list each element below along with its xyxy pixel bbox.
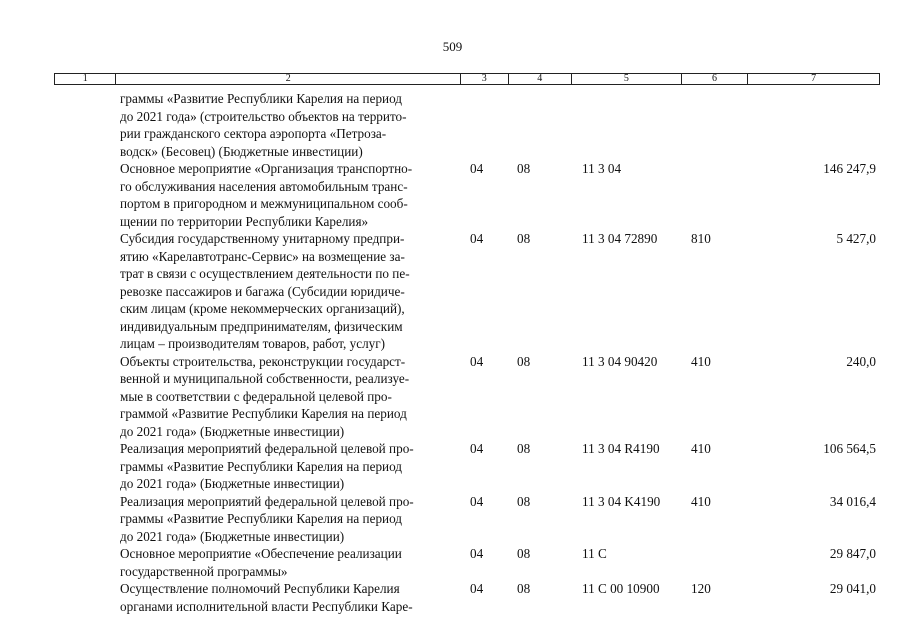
amount: 106 564,5 xyxy=(823,441,876,456)
amount: 29 847,0 xyxy=(829,546,876,561)
description-line: индивидуальным предпринимателям, физическим xyxy=(120,318,403,334)
description-line: граммой «Развитие Республики Карелия на период xyxy=(120,406,407,421)
header-col-4: 4 xyxy=(508,74,571,85)
target-article-code: 11 3 04 72890 xyxy=(582,231,658,246)
subsection-code: 08 xyxy=(517,353,531,369)
subsection-code: 08 xyxy=(517,581,531,596)
row-description xyxy=(120,545,458,580)
description-line: трат в связи с осуществлением деятельности по пе- xyxy=(120,266,410,281)
description-line: водск» (Бесовец) (Бюджетные инвестиции) xyxy=(120,143,363,159)
target-article-code: 11 С xyxy=(582,546,607,561)
table-row xyxy=(0,230,905,353)
header-col-3: 3 xyxy=(460,74,508,85)
description-line: государственной программы» xyxy=(120,563,288,579)
row-description xyxy=(120,90,458,160)
subsection-code: 08 xyxy=(517,546,531,561)
description-line: ревозке пассажиров и багажа (Субсидии юридиче- xyxy=(120,283,405,299)
section-code: 04 xyxy=(470,161,484,176)
target-article-code: 11 3 04 90420 xyxy=(582,353,658,369)
section-code: 04 xyxy=(470,441,484,456)
table-row xyxy=(0,353,905,441)
description-line: Основное мероприятие «Обеспечение реализации xyxy=(120,546,402,561)
description-line: граммы «Развитие Республики Карелия на период xyxy=(120,458,403,474)
description-line: портом в пригородном и межмуниципальном сооб- xyxy=(120,196,408,211)
description-line: граммы «Развитие Республики Карелия на период xyxy=(120,91,403,106)
subsection-code: 08 xyxy=(517,231,531,246)
target-article-code: 11 3 04 xyxy=(582,161,622,176)
description-line: органами исполнительной власти Республики Каре- xyxy=(120,598,413,614)
row-description xyxy=(120,580,458,615)
header-col-2: 2 xyxy=(116,74,461,85)
row-description xyxy=(120,440,458,493)
description-line: Осуществление полномочий Республики Карелия xyxy=(120,581,400,596)
table-row xyxy=(0,493,905,546)
table-row xyxy=(0,545,905,580)
expense-type-code: 810 xyxy=(691,231,711,246)
description-line: до 2021 года» (строительство объектов на террито- xyxy=(120,108,407,124)
amount: 146 247,9 xyxy=(823,161,876,176)
row-description xyxy=(120,230,458,353)
expense-type-code: 410 xyxy=(691,441,711,456)
section-code: 04 xyxy=(470,546,484,561)
header-col-7: 7 xyxy=(748,74,880,85)
description-line: до 2021 года» (Бюджетные инвестиции) xyxy=(120,423,345,439)
target-article-code: 11 3 04 K4190 xyxy=(582,493,661,509)
amount: 34 016,4 xyxy=(829,493,876,509)
header-col-1: 1 xyxy=(55,74,116,85)
description-line: Объекты строительства, реконструкции государст- xyxy=(120,353,406,369)
budget-table-body xyxy=(0,90,905,615)
subsection-code: 08 xyxy=(517,441,531,456)
table-row xyxy=(0,90,905,160)
target-article-code: 11 3 04 R4190 xyxy=(582,441,660,456)
description-line: до 2021 года» (Бюджетные инвестиции) xyxy=(120,528,345,544)
description-line: Основное мероприятие «Организация транспортно- xyxy=(120,161,413,176)
page-number: 509 xyxy=(442,39,463,54)
expense-type-code: 120 xyxy=(691,581,711,596)
subsection-code: 08 xyxy=(517,161,531,176)
row-description xyxy=(120,493,458,546)
description-line: венной и муниципальной собственности, реализуе- xyxy=(120,371,410,386)
description-line: ским лицам (кроме некоммерческих организаций), xyxy=(120,301,405,316)
description-line: рии гражданского сектора аэропорта «Петроза- xyxy=(120,126,387,141)
amount: 240,0 xyxy=(846,353,876,369)
amount: 5 427,0 xyxy=(836,231,876,246)
subsection-code: 08 xyxy=(517,493,531,509)
description-line: щении по территории Республики Карелия» xyxy=(120,213,369,229)
description-line: Реализация мероприятий федеральной целевой про- xyxy=(120,493,414,509)
table-row xyxy=(0,580,905,615)
section-code: 04 xyxy=(470,493,484,509)
section-code: 04 xyxy=(470,581,484,596)
target-article-code: 11 С 00 10900 xyxy=(582,581,660,596)
expense-type-code: 410 xyxy=(691,493,711,509)
header-col-6: 6 xyxy=(681,74,747,85)
amount: 29 041,0 xyxy=(829,581,876,596)
description-line: до 2021 года» (Бюджетные инвестиции) xyxy=(120,476,345,491)
section-code: 04 xyxy=(470,353,484,369)
description-line: мые в соответствии с федеральной целевой про- xyxy=(120,388,392,404)
table-row xyxy=(0,440,905,493)
description-line: Субсидия государственному унитарному предпри- xyxy=(120,231,405,246)
section-code: 04 xyxy=(470,231,484,246)
column-number-header xyxy=(54,73,880,85)
header-col-5: 5 xyxy=(571,74,681,85)
table-row xyxy=(0,160,905,230)
description-line: граммы «Развитие Республики Карелия на период xyxy=(120,511,403,526)
description-line: Реализация мероприятий федеральной целевой про- xyxy=(120,441,414,456)
expense-type-code: 410 xyxy=(691,353,711,369)
description-line: ятию «Карелавтотранс-Сервис» на возмещение за- xyxy=(120,248,405,264)
row-description xyxy=(120,353,458,441)
description-line: лицам – производителям товаров, работ, услуг) xyxy=(120,336,386,351)
description-line: го обслуживания населения автомобильным транс- xyxy=(120,178,408,194)
row-description xyxy=(120,160,458,230)
